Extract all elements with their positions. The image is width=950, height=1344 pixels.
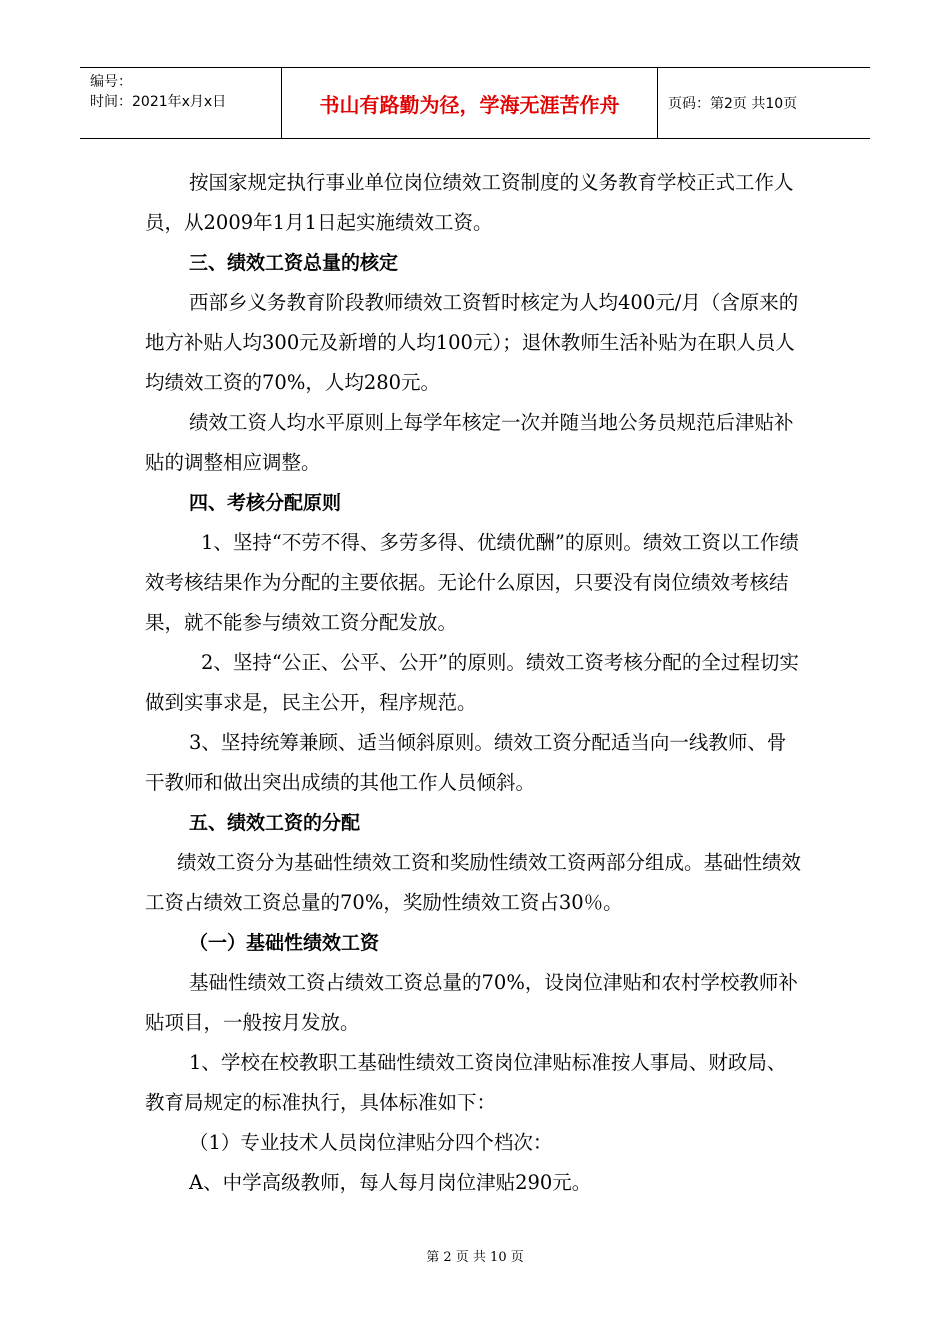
paragraph: 2、坚持“公正、公平、公开”的原则。绩效工资考核分配的全过程切实做到实事求是，民主公开，程序规范。: [145, 651, 799, 714]
document-number-label: 编号：: [90, 74, 132, 90]
section-heading: 四、考核分配原则: [189, 492, 342, 514]
paragraph: 1、坚持“不劳不得、多劳多得、优绩优酬”的原则。绩效工资以工作绩效考核结果作为分配的主要依据。无论什么原因，只要没有岗位绩效考核结果，就不能参与绩效工资分配发放。: [145, 531, 799, 634]
page-header: [80, 67, 870, 139]
paragraph: 按国家规定执行事业单位岗位绩效工资制度的义务教育学校正式工作人员，从2009年1月1日起实施绩效工资。: [145, 171, 794, 234]
paragraph: 基础性绩效工资占绩效工资总量的70%，设岗位津贴和农村学校教师补贴项目，一般按月发放。: [145, 971, 798, 1034]
header-page-info: 页码：第2页 共10页: [668, 96, 798, 112]
paragraph: （1）专业技术人员岗位津贴分四个档次：: [189, 1131, 553, 1154]
header-meta: [80, 68, 282, 138]
paragraph: 3、坚持统筹兼顾、适当倾斜原则。绩效工资分配适当向一线教师、骨干教师和做出突出成绩的其他工作人员倾斜。: [145, 731, 787, 794]
paragraph: 1、学校在校教职工基础性绩效工资岗位津贴标准按人事局、财政局、教育局规定的标准执行，具体标准如下：: [145, 1051, 787, 1114]
page-footer: 第 2 页 共 10 页: [426, 1250, 524, 1265]
header-motto: 书山有路勤为径，学海无涯苦作舟: [282, 68, 658, 138]
section-heading: 三、绩效工资总量的核定: [189, 252, 399, 274]
paragraph: A、中学高级教师，每人每月岗位津贴290元。: [189, 1171, 592, 1194]
section-heading: 五、绩效工资的分配: [189, 812, 361, 834]
paragraph: 西部乡义务教育阶段教师绩效工资暂时核定为人均400元/月（含原来的地方补贴人均300元及新增的人均100元）；退休教师生活补贴为在职人员人均绩效工资的70%，人均280元。: [145, 291, 799, 394]
document-body: [145, 163, 805, 1203]
paragraph: 绩效工资人均水平原则上每学年核定一次并随当地公务员规范后津贴补贴的调整相应调整。: [145, 411, 794, 474]
document-date: 时间：2021年x月x日: [90, 94, 227, 110]
paragraph: 绩效工资分为基础性绩效工资和奖励性绩效工资两部分组成。基础性绩效工资占绩效工资总量的70%，奖励性绩效工资占30％。: [145, 851, 802, 914]
section-heading: （一）基础性绩效工资: [189, 932, 380, 954]
